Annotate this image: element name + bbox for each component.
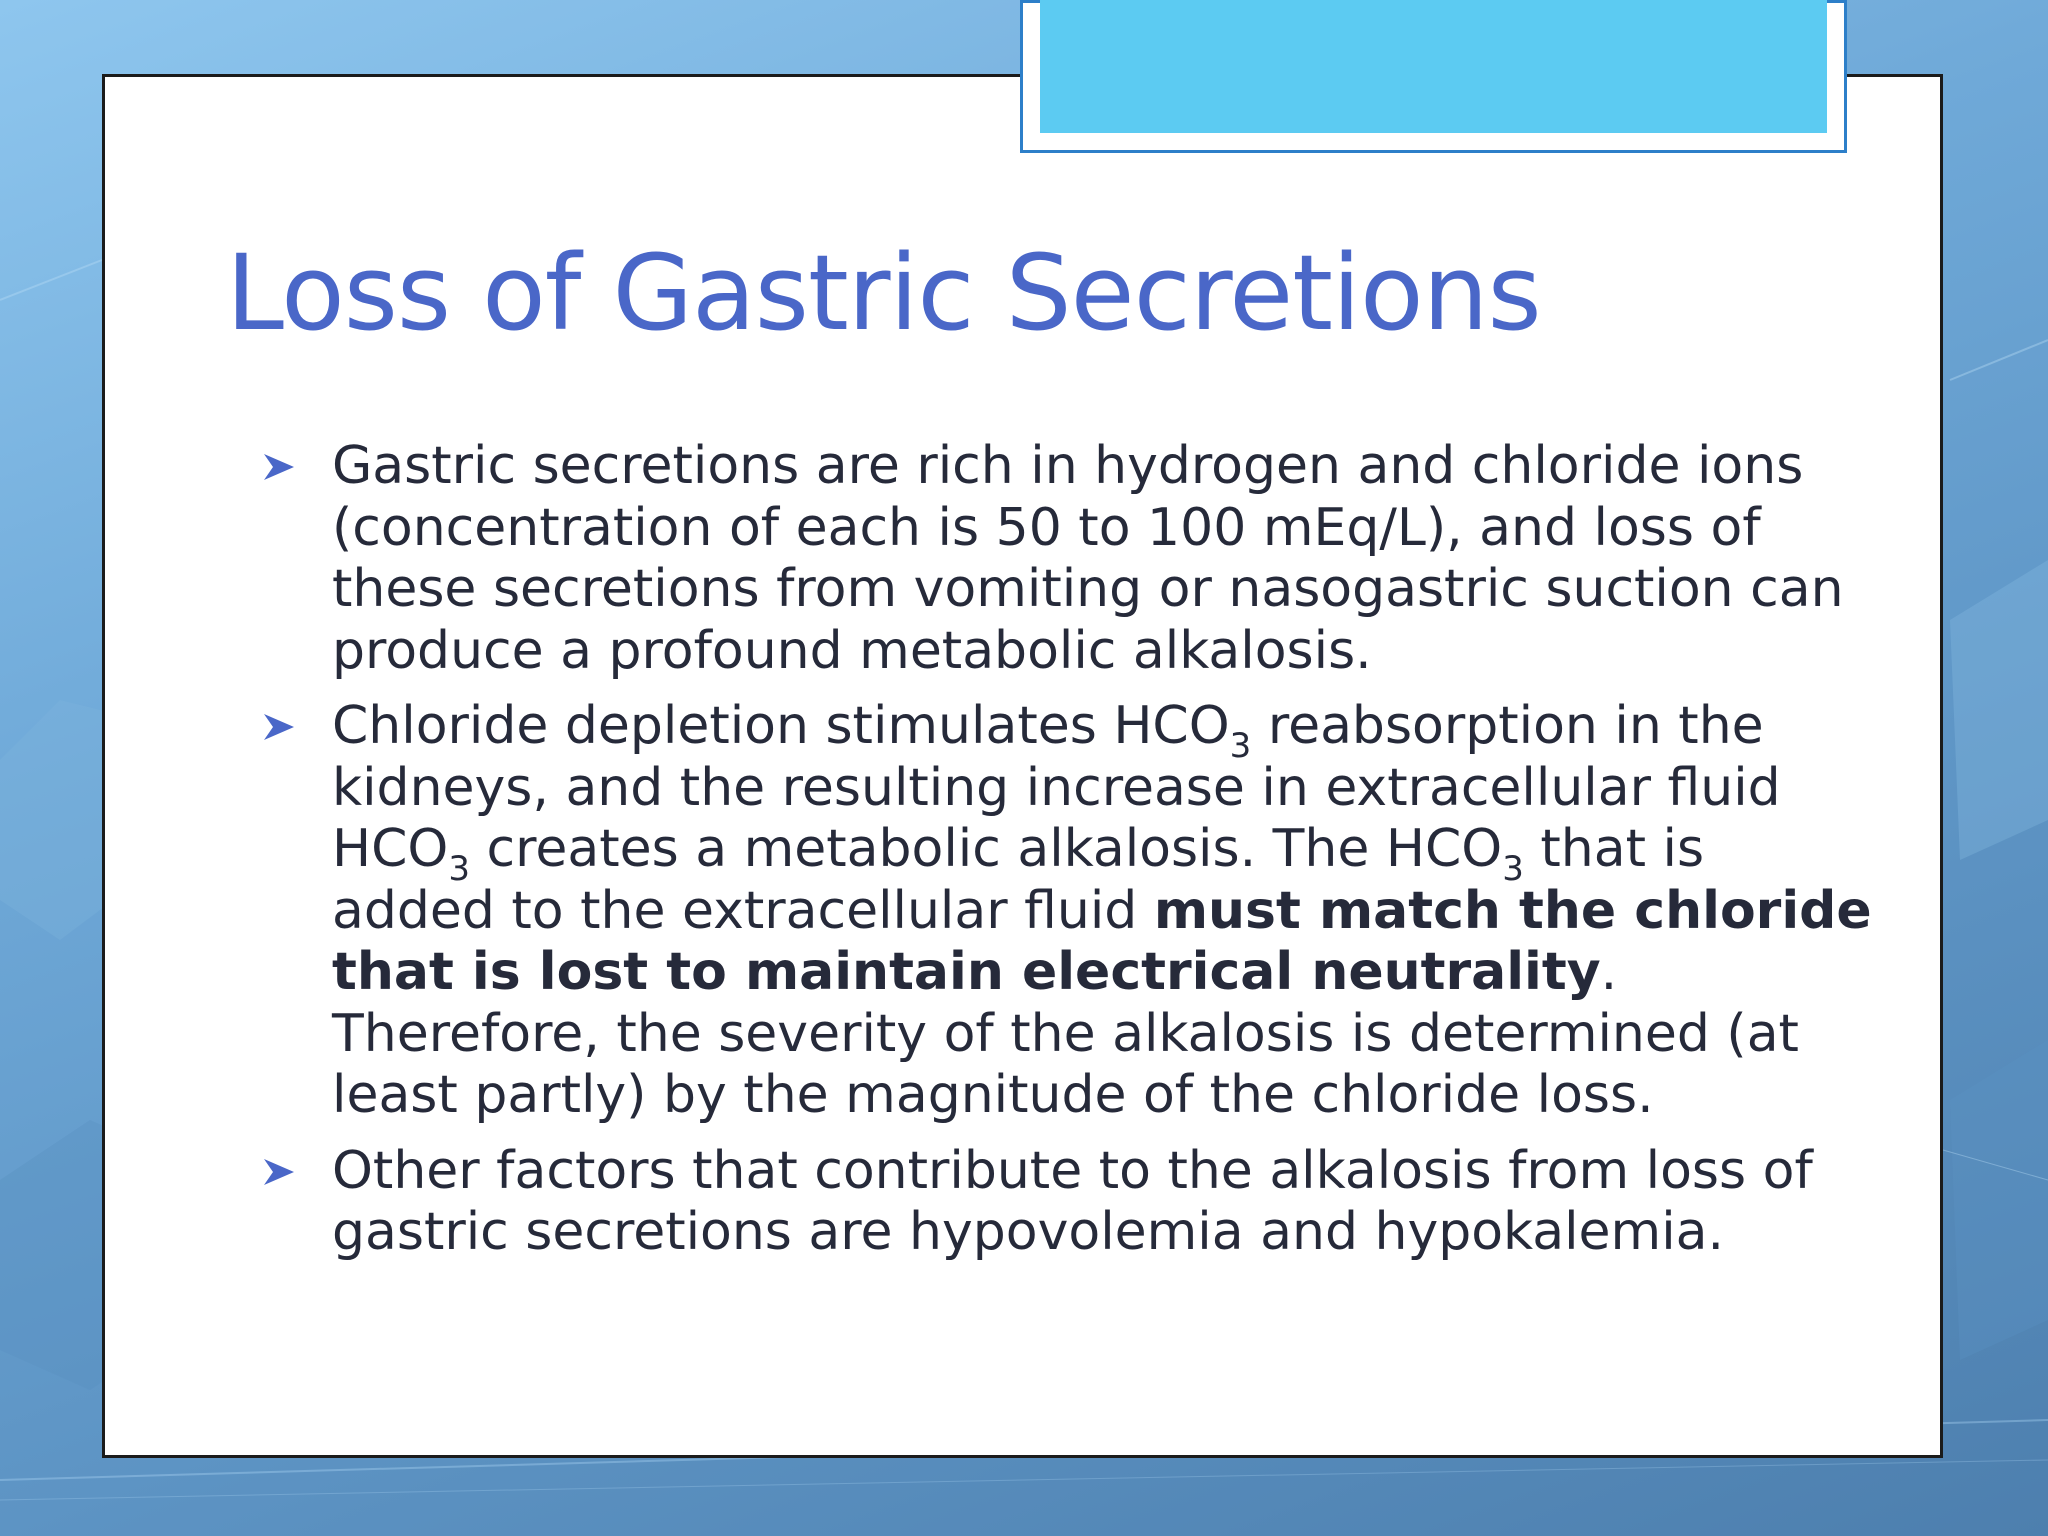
bullet-text-part: reabsorption in the kidneys, and the resulting increase in extracellular fluid HCO xyxy=(332,696,1781,879)
subscript: 3 xyxy=(448,849,470,889)
header-accent-block xyxy=(1040,0,1827,133)
bullet-item-chloride-depletion xyxy=(264,696,1874,1127)
arrowhead-bullet-icon xyxy=(264,714,294,740)
bullet-text-part: creates a metabolic alkalosis. The HCO xyxy=(469,819,1503,879)
bullet-item-gastric-secretions xyxy=(264,436,1874,682)
bullet-text-part: that is added to the extracellular fluid xyxy=(332,819,1705,941)
bullet-text: Other factors that contribute to the alkalosis from loss of gastric secretions are hypovolemia and hypokalemia. xyxy=(332,1140,1813,1262)
emphasis-text: must match the chloride that is lost to maintain electrical neutrality xyxy=(332,880,1872,1002)
bullet-text-part: . Therefore, the severity of the alkalosis is determined (at least partly) by the magnitude of the chloride loss. xyxy=(332,942,1799,1125)
bullet-list xyxy=(264,436,1874,1278)
arrowhead-bullet-icon xyxy=(264,1159,294,1185)
subscript: 3 xyxy=(1502,849,1524,889)
arrowhead-bullet-icon xyxy=(264,454,294,480)
bullet-item-other-factors xyxy=(264,1141,1874,1264)
bullet-text: Gastric secretions are rich in hydrogen and chloride ions (concentration of each is 50 to 100 mEq/L), and loss of these secretions from vomiting or nasogastric suction can produce a profound metabolic alkalosis. xyxy=(332,436,1844,681)
slide-title: Loss of Gastric Secretions xyxy=(226,232,1541,354)
subscript: 3 xyxy=(1229,726,1252,766)
bullet-text-part: Chloride depletion stimulates HCO xyxy=(332,696,1230,756)
